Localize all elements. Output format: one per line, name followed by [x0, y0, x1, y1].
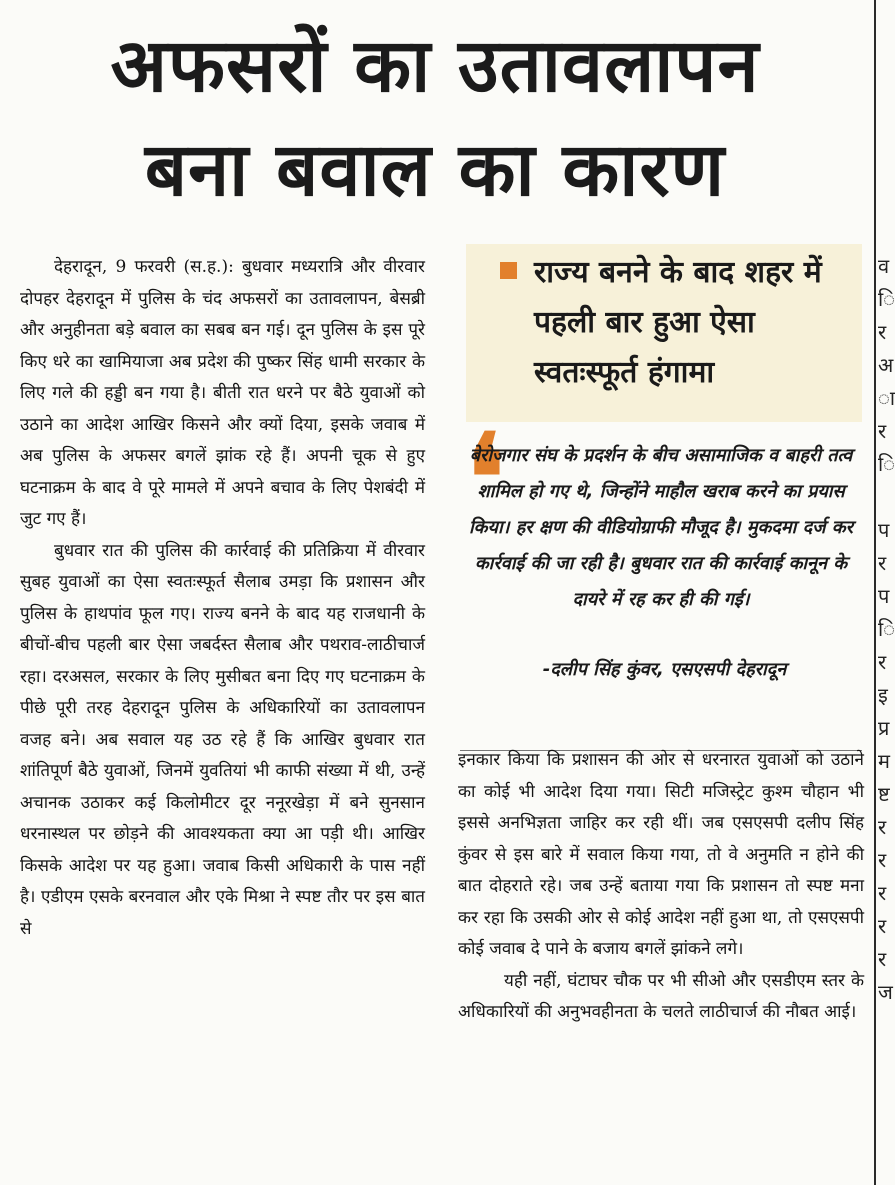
adjacent-column-fragment: ि — [878, 452, 895, 476]
adjacent-column-fragment: प — [878, 584, 890, 608]
adjacent-column-fragment: म — [878, 749, 890, 773]
article-paragraph: इनकार किया कि प्रशासन की ओर से धरनारत युवाओं को उठाने का कोई भी आदेश दिया गया। सिटी मजिस्ट्रेट कुश्म चौहान भी इससे अनभिज्ञता जाहिर कर रही थीं। जब एसएसपी दलीप सिंह कुंवर से इस बारे में सवाल किया गया, तो वे अनुमति न होने की बात दोहराते रहे। जब उन्हें बताया गया कि प्रशासन तो स्पष्ट मना कर रहा कि उसकी ओर से कोई आदेश नहीं हुआ था, तो एसएसपी कोई जवाब दे पाने के बजाय बगलें झांकने लगे। — [458, 750, 864, 959]
adjacent-column-fragment: ज — [878, 980, 893, 1004]
adjacent-column-fragments — [878, 250, 893, 1185]
subheading-box — [466, 244, 862, 422]
adjacent-column-fragment: अ — [878, 353, 894, 377]
adjacent-column-fragment: र — [878, 881, 887, 905]
headline — [0, 14, 870, 222]
pull-quote — [462, 408, 867, 700]
subheading-text: राज्य बनने के बाद शहर में पहली बार हुआ ऐसा स्वतःस्फूर्त हंगामा — [534, 255, 822, 390]
adjacent-column-fragment: ा — [878, 386, 895, 410]
adjacent-column-fragment: र — [878, 914, 887, 938]
quote-attribution: -दलीप सिंह कुंवर, एसएसपी देहरादून — [542, 659, 787, 680]
adjacent-column-fragment: र — [878, 650, 887, 674]
article-column-2 — [458, 745, 864, 1185]
adjacent-column-fragment: र — [878, 815, 887, 839]
adjacent-column-fragment: र — [878, 320, 887, 344]
headline-line-1: अफसरों का उतावलापन — [110, 23, 760, 109]
quote-text: बेरोजगार संघ के प्रदर्शन के बीच असामाजिक व बाहरी तत्व शामिल हो गए थे, जिन्होंने माहौल खराब करने का प्रयास किया। हर क्षण की वीडियोग्राफी मौजूद है। मुकदमा दर्ज कर कार्रवाई की जा रही है। बुधवार रात की कार्रवाई कानून के दायरे में रह कर ही की गई। — [469, 445, 853, 610]
headline-line-2: बना बवाल का कारण — [144, 127, 726, 213]
article-column-1 — [20, 252, 425, 1182]
adjacent-column-fragment: र — [878, 419, 887, 443]
article-paragraph: बुधवार रात की पुलिस की कार्रवाई की प्रतिक्रिया में वीरवार सुबह युवाओं का ऐसा स्वतःस्फूर्त सैलाब उमड़ा कि प्रशासन और पुलिस के हाथपांव फूल गए। राज्य बनने के बाद यह राजधानी के बीचों-बीच पहली बार ऐसा जबर्दस्त सैलाब और पथराव-लाठीचार्ज रहा। दरअसल, सरकार के लिए मुसीबत बना दिए गए घटनाक्रम के पीछे पूरी तरह देहरादून पुलिस के अधिकारियों का उतावलापन वजह बने। अब सवाल यह उठ रहे हैं कि आखिर बुधवार रात शांतिपूर्ण बैठे युवाओं, जिनमें युवतियां भी काफी संख्या में थी, उन्हें अचानक उठाकर कई किलोमीटर दूर ननूरखेड़ा में बने सुनसान धरनास्थल पर छोड़ने की आवश्यकता क्या आ पड़ी थी। आखिर किसके आदेश पर यह हुआ। जवाब किसी अधिकारी के पास नहीं है। एडीएम एसके बरनवाल और एके मिश्रा ने स्पष्ट तौर पर इस बात से — [20, 540, 425, 939]
adjacent-column-fragment: व — [878, 254, 890, 278]
article-paragraph: यही नहीं, घंटाघर चौक पर भी सीओ और एसडीएम स्तर के अधिकारियों की अनुभवहीनता के चलते लाठीचार्ज की नौबत आई। — [458, 970, 864, 1022]
adjacent-column-fragment: र — [878, 551, 887, 575]
adjacent-column-fragment: ष्ट — [878, 782, 890, 806]
adjacent-column-fragment: इ — [878, 683, 888, 707]
adjacent-column-fragment: र — [878, 848, 887, 872]
adjacent-column-fragment: र — [878, 947, 887, 971]
article-paragraph: देहरादून, 9 फरवरी (स.ह.): बुधवार मध्यरात्रि और वीरवार दोपहर देहरादून में पुलिस के चंद अफसरों का उतावलापन, बेसब्री और अनुहीनता बड़े बवाल का सबब बन गई। दून पुलिस के इस पूरे किए धरे का खामियाजा अब प्रदेश की पुष्कर सिंह धामी सरकार के लिए गले की हड्डी बन गया है। बीती रात धरने पर बैठे युवाओं को उठाने का आदेश आखिर किसने और क्यों दिया, इसके जवाब में अब पुलिस के अफसर बगलें झांक रहे हैं। अपनी चूक से हुए घटनाक्रम के बाद वे पूरे मामले में अपने बचाव के लिए पेशबंदी में जुट गए हैं। — [20, 257, 425, 529]
square-bullet-icon — [500, 262, 517, 279]
adjacent-column-fragment: ि — [878, 617, 895, 641]
adjacent-column-fragment: प — [878, 518, 890, 542]
column-divider — [874, 0, 876, 1185]
quote-mark-icon: ❛ — [466, 408, 505, 549]
adjacent-column-fragment — [878, 481, 893, 514]
adjacent-column-fragment: ि — [878, 287, 895, 311]
adjacent-column-fragment: प्र — [878, 716, 890, 740]
